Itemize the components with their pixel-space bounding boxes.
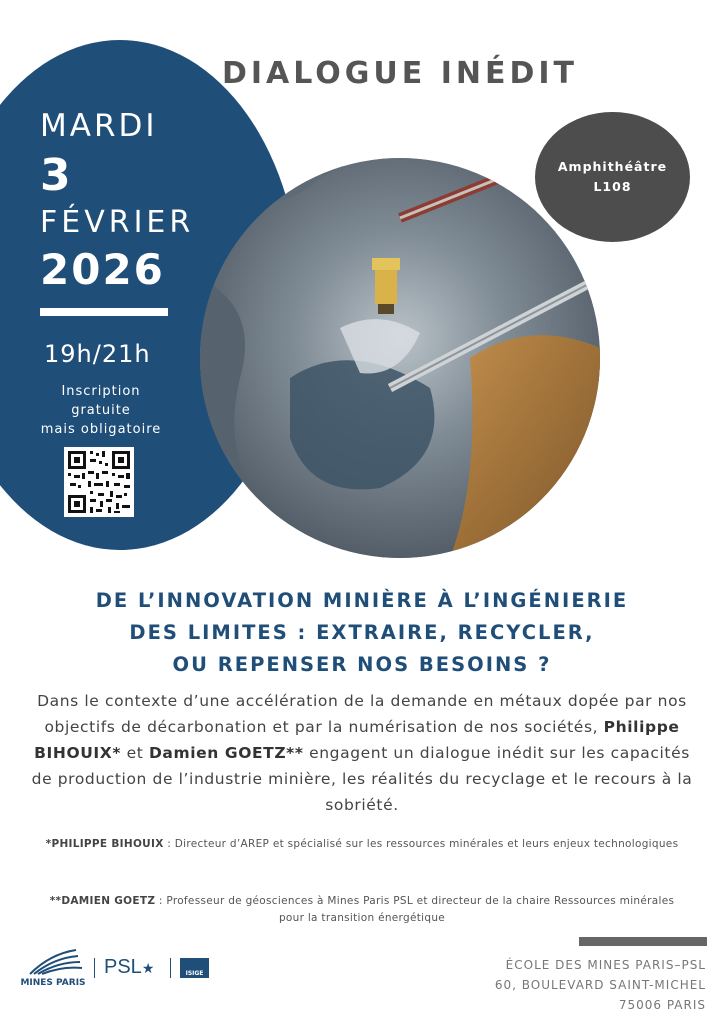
speaker-footnote bbox=[40, 836, 684, 853]
star-icon: ★ bbox=[141, 960, 155, 976]
mines-paris-logo-text: MINES PARIS bbox=[20, 978, 86, 988]
room-badge bbox=[535, 112, 690, 242]
address-line: ÉCOLE DES MINES PARIS–PSL bbox=[505, 958, 706, 972]
mine-aerial-photo bbox=[200, 158, 600, 558]
psl-logo bbox=[104, 956, 154, 979]
speaker-footnote bbox=[40, 893, 684, 927]
date-day-name: MARDI bbox=[40, 108, 158, 144]
event-title: DIALOGUE INÉDIT bbox=[221, 56, 579, 91]
date-divider bbox=[40, 308, 168, 316]
venue-address bbox=[495, 955, 706, 1015]
description-text: engagent un dialogue inédit sur les capacités de production de l’industrie minière, les réalités du recyclage et le recours à la sobriété. bbox=[31, 744, 693, 814]
headline-line: DE L’INNOVATION MINIÈRE À L’INGÉNIERIE bbox=[95, 589, 629, 612]
footnote-name: **DAMIEN GOETZ bbox=[49, 895, 156, 907]
description-text: et bbox=[121, 744, 149, 762]
speaker-name: Damien GOETZ** bbox=[148, 744, 304, 762]
headline-line: DES LIMITES : EXTRAIRE, RECYCLER, bbox=[129, 621, 595, 644]
partner-logos bbox=[20, 944, 230, 994]
speaker-name: Philippe BIHOUIX* bbox=[34, 718, 680, 762]
footnote-text: : Professeur de géosciences à Mines Paris PSL et directeur de la chaire Ressources minérales pour la transition énergétique bbox=[155, 895, 675, 924]
date-year: 2026 bbox=[40, 245, 165, 294]
address-bar-divider bbox=[579, 937, 707, 946]
address-line: 60, BOULEVARD SAINT-MICHEL bbox=[494, 978, 706, 992]
logo-separator bbox=[170, 958, 171, 978]
event-description bbox=[24, 688, 700, 818]
registration-line: Inscription bbox=[61, 384, 141, 399]
logo-separator bbox=[94, 958, 95, 978]
date-month: FÉVRIER bbox=[40, 205, 195, 240]
headline-line: OU REPENSER NOS BESOINS ? bbox=[172, 653, 552, 676]
address-line: 75006 PARIS bbox=[618, 998, 706, 1012]
mines-paris-logo-icon bbox=[20, 944, 86, 978]
registration-qr-code[interactable] bbox=[64, 447, 134, 517]
event-time: 19h/21h bbox=[44, 340, 151, 368]
room-label: Amphithéâtre bbox=[557, 159, 668, 174]
event-headline bbox=[20, 585, 704, 681]
registration-line: gratuite bbox=[71, 403, 131, 418]
footnote-text: : Directeur d’AREP et spécialisé sur les ressources minérales et leurs enjeux technologiques bbox=[163, 838, 679, 850]
isige-logo: ISIGE bbox=[180, 958, 209, 978]
description-text: Dans le contexte d’une accélération de la demande en métaux dopée par nos objectifs de décarbonation et par la numérisation de nos sociétés, bbox=[37, 692, 687, 736]
room-number: L108 bbox=[593, 179, 632, 194]
registration-line: mais obligatoire bbox=[40, 422, 162, 437]
footnote-name: *PHILIPPE BIHOUIX bbox=[45, 838, 164, 850]
registration-note bbox=[32, 382, 170, 439]
date-day-number: 3 bbox=[40, 150, 71, 201]
psl-logo-text: PSL bbox=[104, 956, 142, 978]
